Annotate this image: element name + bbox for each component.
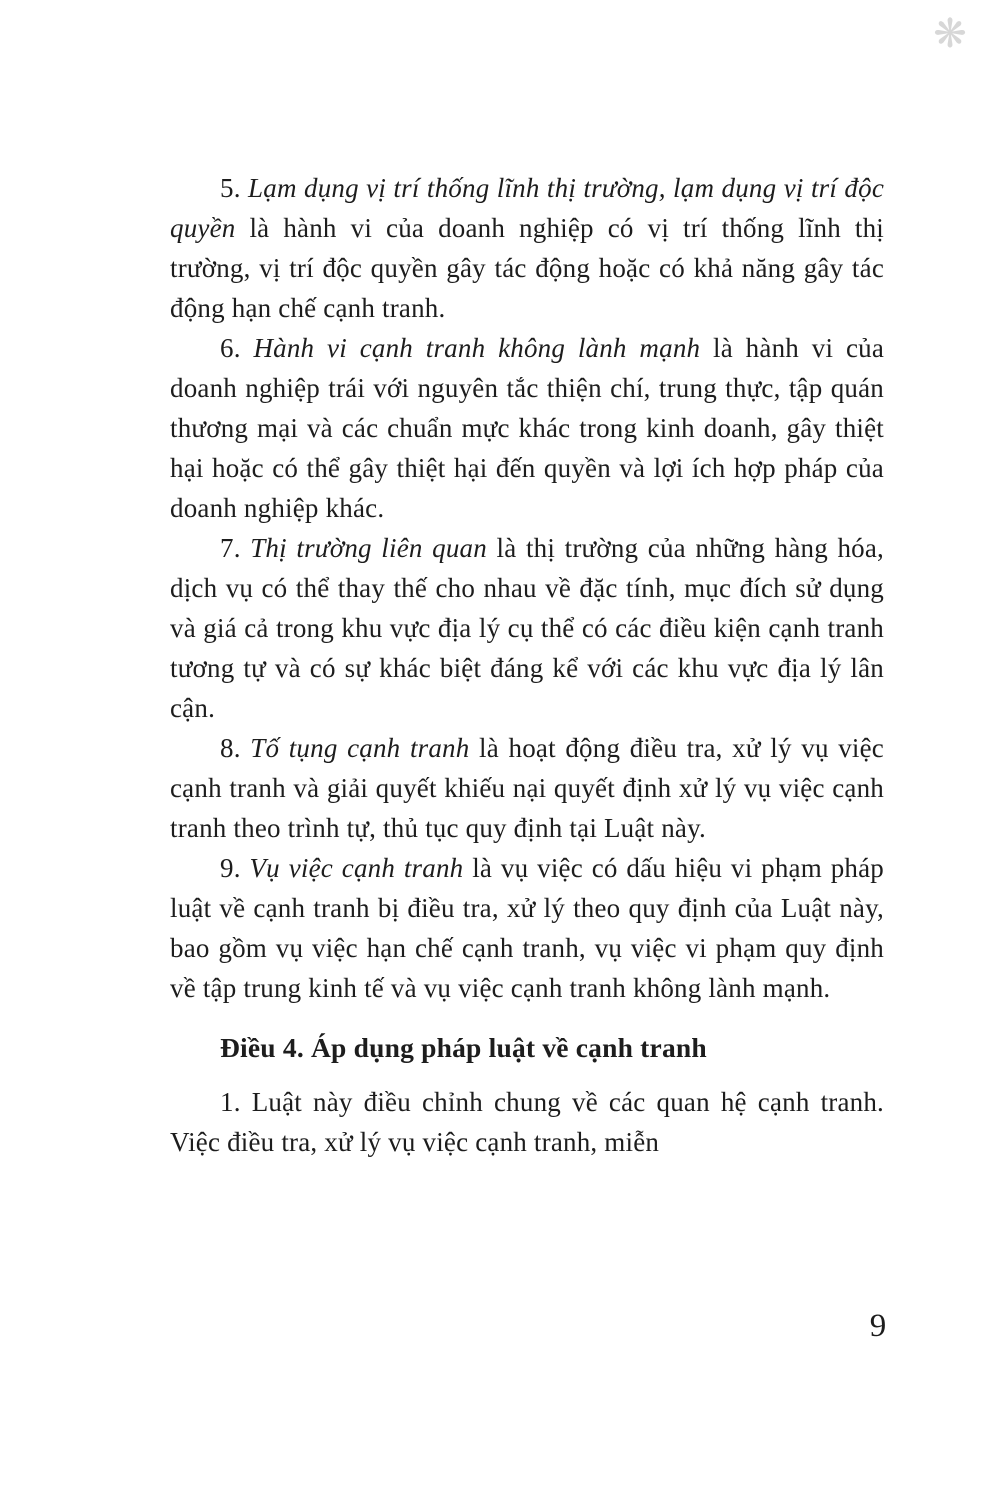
clause-number: 9. [220, 853, 241, 883]
definition-paragraph-7 [170, 528, 884, 728]
definition-paragraph-5 [170, 168, 884, 328]
clause-text: Luật này điều chỉnh chung về các quan hệ cạnh tranh. Việc điều tra, xử lý vụ việc cạnh tranh, miễn [170, 1087, 884, 1157]
clause-number: 7. [220, 533, 241, 563]
article-heading: Điều 4. Áp dụng pháp luật về cạnh tranh [220, 1032, 707, 1063]
defined-term: Tố tụng cạnh tranh [250, 733, 470, 763]
clause-number: 6. [220, 333, 241, 363]
clause-number: 1. [220, 1087, 241, 1117]
clause-number: 5. [220, 173, 241, 203]
definition-text: là hành vi của doanh nghiệp có vị trí thống lĩnh thị trường, vị trí độc quyền gây tác động hoặc có khả năng gây tác động hạn chế cạnh tranh. [170, 213, 885, 323]
defined-term: Lạm dụng vị trí thống lĩnh thị trường, lạm dụng vị trí độc quyền [170, 173, 884, 243]
defined-term: Thị trường liên quan [250, 533, 487, 563]
page-number: 9 [869, 1308, 887, 1344]
definition-text: là hoạt động điều tra, xử lý vụ việc cạnh tranh và giải quyết khiếu nại quyết định xử lý vụ việc cạnh tranh theo trình tự, thủ tục quy định tại Luật này. [170, 733, 884, 843]
flower-asterisk-icon: ❋ [933, 11, 967, 57]
definition-text: là vụ việc có dấu hiệu vi phạm pháp luật về cạnh tranh bị điều tra, xử lý theo quy định của Luật này, bao gồm vụ việc hạn chế cạnh tranh, vụ việc vi phạm quy định về tập trung kinh tế và vụ việc cạnh tranh không lành mạnh. [170, 853, 885, 1003]
defined-term: Vụ việc cạnh tranh [249, 853, 464, 883]
definition-paragraph-8 [170, 728, 884, 848]
page-text-block [170, 168, 884, 1162]
article-clause-paragraph [170, 1082, 884, 1162]
definition-paragraph-6 [170, 328, 884, 528]
definition-text: là thị trường của những hàng hóa, dịch vụ có thể thay thế cho nhau về đặc tính, mục đích sử dụng và giá cả trong khu vực địa lý cụ thể có các điều kiện cạnh tranh tương tự và có sự khác biệt đáng kể với các khu vực địa lý lân cận. [170, 533, 884, 723]
defined-term: Hành vi cạnh tranh không lành mạnh [253, 333, 701, 363]
clause-number: 8. [220, 733, 241, 763]
definition-paragraph-9 [170, 848, 884, 1008]
definition-text: là hành vi của doanh nghiệp trái với nguyên tắc thiện chí, trung thực, tập quán thương mại và các chuẩn mực khác trong kinh doanh, gây thiệt hại hoặc có thể gây thiệt hại đến quyền và lợi ích hợp pháp của doanh nghiệp khác. [170, 333, 885, 523]
